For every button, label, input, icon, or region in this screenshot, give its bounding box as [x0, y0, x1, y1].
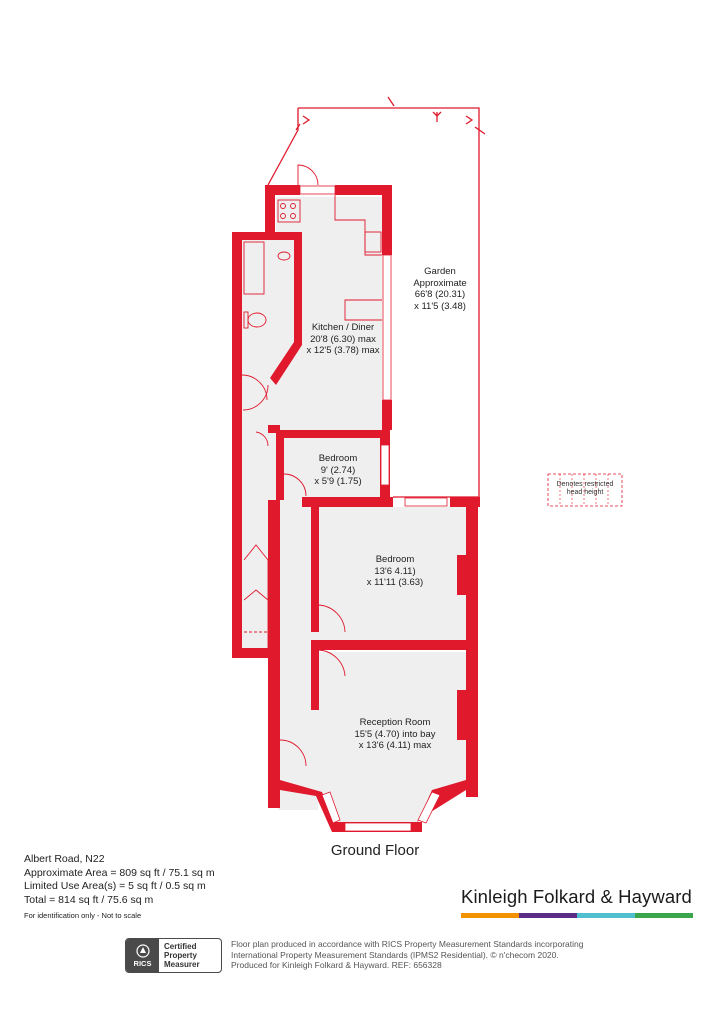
rics-line-2: Property: [164, 951, 197, 960]
rics-logo: [126, 939, 159, 972]
approximate-area: Approximate Area = 809 sq ft / 75.1 sq m: [24, 866, 215, 879]
property-details: [24, 853, 215, 923]
limited-use-area: Limited Use Area(s) = 5 sq ft / 0.5 sq m: [24, 880, 206, 892]
disclaimer: [231, 939, 631, 971]
rics-badge: [125, 938, 222, 973]
bedroom-large-width: x 11'11 (3.63): [366, 577, 424, 588]
floor-title: Ground Floor: [330, 842, 420, 859]
kitchen-name: Kitchen / Diner: [311, 322, 375, 333]
garden-length: 66'8 (20.31): [414, 289, 466, 300]
identification-note: For identification only - Not to scale: [24, 911, 142, 920]
rics-line-1: Certified: [164, 942, 197, 951]
bedroom-large-label: [345, 554, 445, 589]
agency-name: Kinleigh Folkard & Hayward: [461, 886, 692, 907]
reception-name: Reception Room: [359, 717, 431, 728]
reception-length: 15'5 (4.70) into bay: [354, 728, 436, 740]
garden-approx: Approximate: [413, 277, 467, 289]
key-line-2: head height: [566, 489, 604, 496]
bedroom-small-name: Bedroom: [318, 453, 358, 464]
brand-bar-orange: [461, 913, 519, 918]
garden-name: Garden: [424, 266, 456, 277]
bedroom-small-length: 9' (2.74): [320, 464, 356, 476]
disclaimer-line-2: International Property Measurement Standards (IPMS2 Residential). © n'checom 2020.: [231, 949, 559, 960]
agency-brand: [461, 886, 693, 918]
key-line-1: Denotes restricted: [556, 481, 614, 488]
reception-label: [335, 717, 455, 752]
rics-emblem-icon: [136, 944, 150, 958]
rics-logo-text: RICS: [133, 958, 152, 968]
bedroom-small-width: x 5'9 (1.75): [314, 476, 362, 487]
reception-width: x 13'6 (4.11) max: [358, 740, 432, 751]
brand-color-bars: [461, 913, 693, 918]
kitchen-label: [298, 322, 388, 357]
garden-label: [395, 266, 485, 312]
brand-bar-green: [635, 913, 693, 918]
garden-width: x 11'5 (3.48): [414, 300, 466, 312]
bedroom-large-name: Bedroom: [375, 554, 415, 565]
restricted-head-height-key: [548, 474, 622, 506]
total-area: Total = 814 sq ft / 75.6 sq m: [24, 893, 154, 906]
brand-bar-cyan: [577, 913, 635, 918]
rics-text: [159, 942, 200, 969]
kitchen-width: x 12'5 (3.78) max: [306, 345, 380, 356]
disclaimer-line-1: Floor plan produced in accordance with RICS Property Measurement Standards incorporating: [231, 939, 584, 949]
brand-bar-purple: [519, 913, 577, 918]
bedroom-small-label: [298, 453, 378, 488]
disclaimer-line-3: Produced for Kinleigh Folkard & Hayward. REF: 656328: [231, 960, 442, 970]
rics-line-3: Measurer: [164, 960, 200, 969]
kitchen-length: 20'8 (6.30) max: [310, 333, 376, 345]
address: Albert Road, N22: [24, 853, 105, 865]
bedroom-large-length: 13'6 4.11): [374, 565, 416, 577]
